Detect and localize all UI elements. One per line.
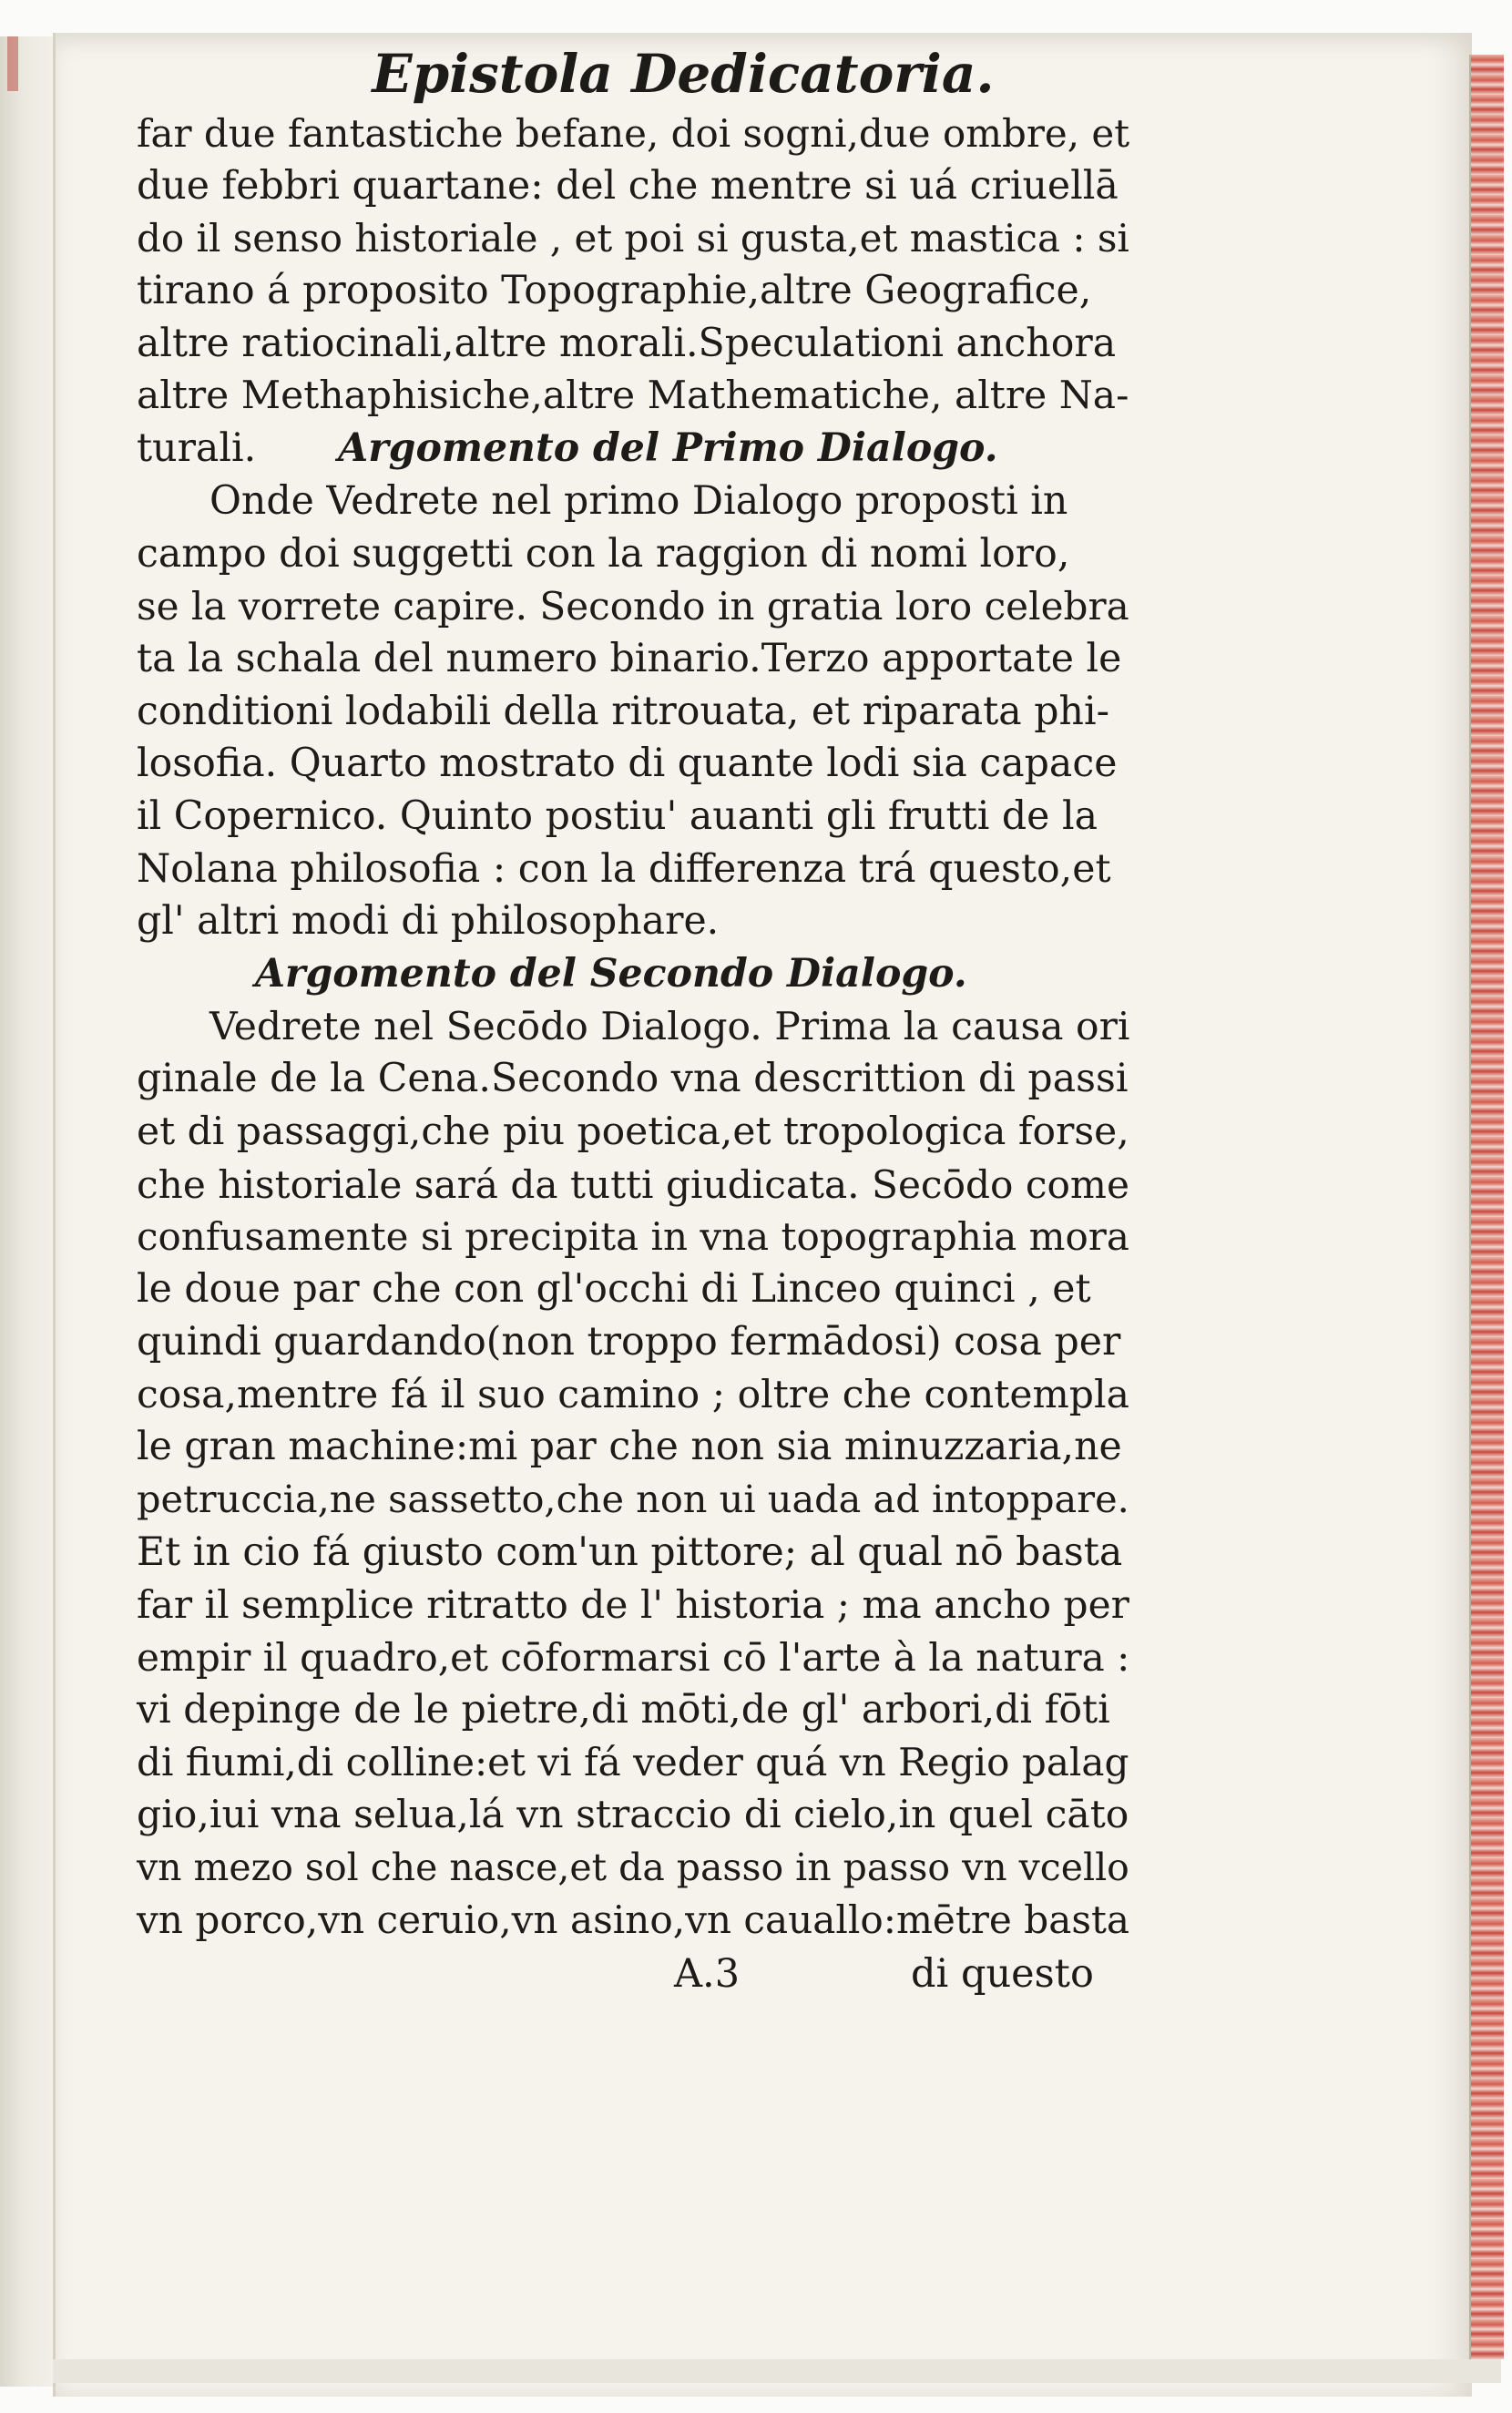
text-line: Et in cio fá giusto com'un pittore; al qual nō basta: [137, 1529, 1123, 1575]
text-line: losofia. Quarto mostrato di quante lodi sia capace: [137, 741, 1118, 787]
page-footer: [137, 1947, 1139, 2003]
text-line: quindi guardando(non troppo fermādosi) cosa per: [137, 1318, 1121, 1365]
section-heading-second-dialogue: Argomento del Secondo Dialogo.: [255, 951, 967, 997]
text-line: ginale de la Cena.Secondo vna descrittion di passi: [137, 1056, 1129, 1102]
text-line: di fiumi,di colline:et vi fá veder quá vn Regio palag: [137, 1740, 1129, 1785]
catchword: di questo: [911, 1951, 1094, 1998]
text-line: due febbri quartane: del che mentre si uá criuellā: [137, 162, 1119, 209]
text-line: vn mezo sol che nasce,et da passo in passo vn vcello: [137, 1845, 1129, 1889]
text-line: vn porco,vn ceruio,vn asino,vn cauallo:mētre basta: [137, 1897, 1130, 1943]
text-line: tirano á proposito Topographie,altre Geografice,: [137, 268, 1092, 314]
text-line: altre Methaphisiche,altre Mathematiche, altre Na-: [137, 373, 1129, 419]
page-bottom-edge: [53, 2359, 1501, 2383]
text-line: conditioni lodabili della ritrouata, et riparata phi-: [137, 688, 1109, 734]
text-line: le doue par che con gl'occhi di Linceo quinci , et: [137, 1266, 1091, 1313]
text-line: Onde Vedrete nel primo Dialogo proposti in: [209, 477, 1068, 524]
section-heading-first-dialogue: Argomento del Primo Dialogo.: [338, 425, 998, 472]
text-line: gio,iui vna selua,lá vn straccio di cielo,in quel cāto: [137, 1793, 1129, 1837]
text-line: et di passaggi,che piu poetica,et tropologica forse,: [137, 1109, 1129, 1155]
signature-mark: A.3: [674, 1951, 741, 1998]
text-line: se la vorrete capire. Secondo in gratia loro celebra: [137, 584, 1129, 629]
text-line: altre ratiocinali,altre morali.Speculationi anchora: [137, 320, 1117, 366]
facing-page-edge: [0, 36, 55, 2387]
text-line: petruccia,ne sassetto,che non ui uada ad intoppare.: [137, 1477, 1129, 1521]
text-line-end: turali.: [137, 425, 257, 472]
text-line: Nolana philosofia : con la differenza trá questo,et: [137, 845, 1111, 892]
text-line: le gran machine:mi par che non sia minuzzaria,ne: [137, 1424, 1122, 1470]
text-line: il Copernico. Quinto postiu' auanti gli frutti de la: [137, 792, 1098, 839]
text-line: confusamente si precipita in vna topographia mora: [137, 1214, 1129, 1260]
text-line: gl' altri modi di philosophare.: [137, 898, 720, 945]
text-line: campo doi suggetti con la raggion di nomi loro,: [137, 530, 1070, 577]
text-line: do il senso historiale , et poi si gusta,et mastica : si: [137, 216, 1129, 261]
page-text: [137, 42, 1139, 2003]
text-line: empir il quadro,et cōformarsi cō l'arte à la natura :: [137, 1634, 1130, 1680]
text-line: far il semplice ritratto de l' historia ; ma ancho per: [137, 1582, 1129, 1628]
running-head: Epistola Dedicatoria.: [372, 43, 995, 105]
binding-red-mark: [7, 36, 18, 91]
text-line-with-heading: [137, 423, 1139, 475]
text-line: che historiale sará da tutti giudicata. Secōdo come: [137, 1161, 1129, 1207]
text-line: vi depinge de le pietre,di mōti,de gl' arbori,di fōti: [137, 1686, 1110, 1733]
text-line: Vedrete nel Secōdo Dialogo. Prima la causa ori: [209, 1004, 1130, 1049]
red-page-edges: [1469, 55, 1504, 2359]
text-line: far due fantastiche befane, doi sogni,due ombre, et: [137, 111, 1130, 156]
text-line: ta la schala del numero binario.Terzo apportate le: [137, 635, 1122, 681]
text-line: cosa,mentre fá il suo camino ; oltre che contempla: [137, 1372, 1129, 1417]
